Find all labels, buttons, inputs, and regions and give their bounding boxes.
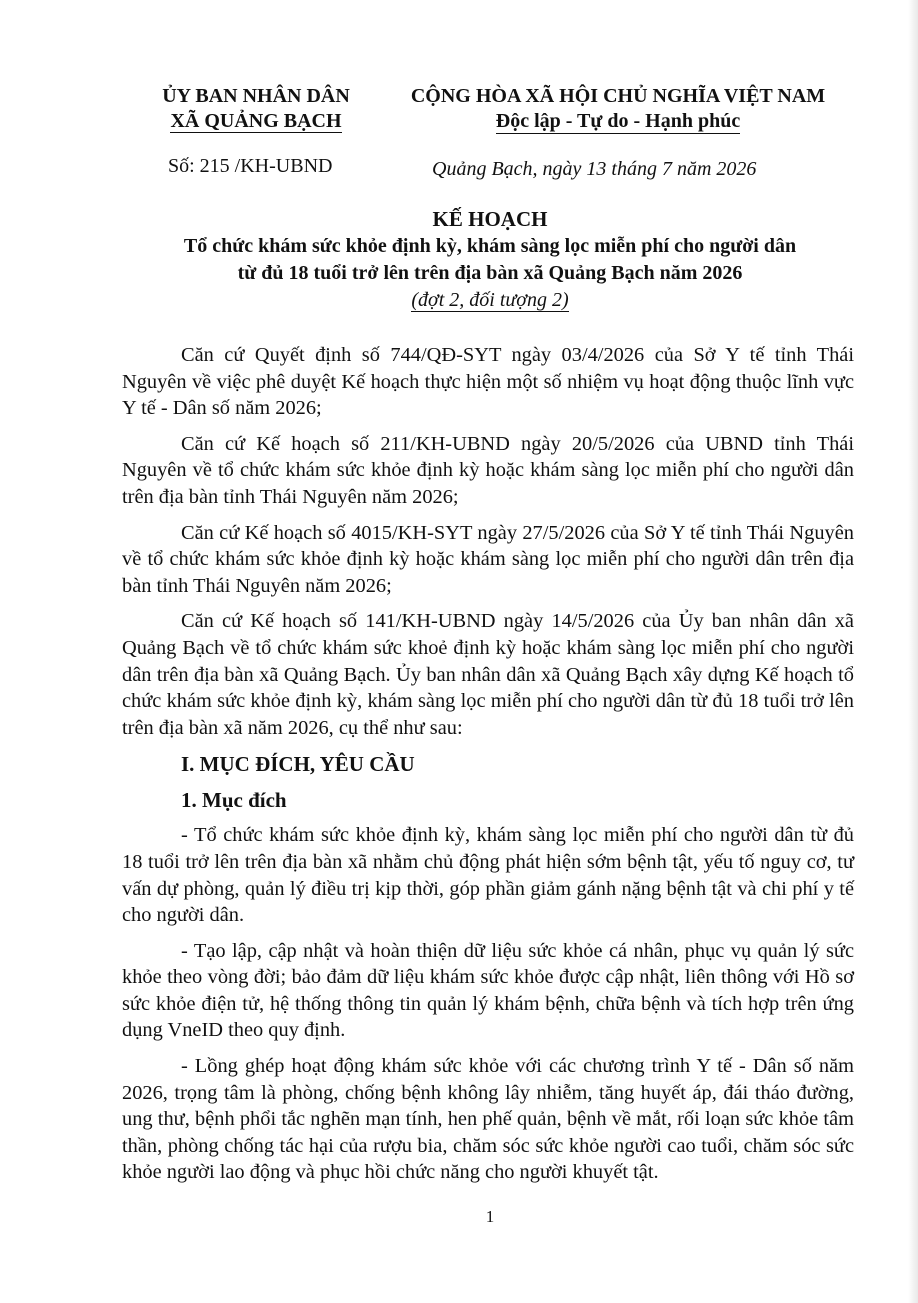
nation-title: CỘNG HÒA XÃ HỘI CHỦ NGHĨA VIỆT NAM — [410, 85, 826, 107]
authority-line-2: XÃ QUẢNG BẠCH — [170, 110, 342, 132]
authority-line-1: ỦY BAN NHÂN DÂN — [162, 85, 350, 107]
document-body — [122, 342, 854, 1195]
title-line-3: (đợt 2, đối tượng 2) — [411, 289, 569, 311]
purpose-item-1: - Tổ chức khám sức khỏe định kỳ, khám sàng lọc miễn phí cho người dân từ đủ 18 tuổi trở lên trên địa bàn xã nhằm chủ động phát hiện sớm bệnh tật, yếu tố nguy cơ, tư vấn dự phòng, quản lý điều trị kịp thời, góp phần giảm gánh nặng bệnh tật và chi phí y tế cho người dân. — [122, 824, 854, 927]
national-motto: Độc lập - Tự do - Hạnh phúc — [495, 110, 741, 132]
legal-basis-1: Căn cứ Quyết định số 744/QĐ-SYT ngày 03/4/2026 của Sở Y tế tỉnh Thái Nguyên về việc phê duyệt Kế hoạch thực hiện một số nhiệm vụ hoạt động thuộc lĩnh vực Y tế - Dân số năm 2026; — [122, 344, 854, 420]
issuing-authority — [150, 84, 362, 134]
document-date: Quảng Bạch, ngày 13 tháng 7 năm 2026 — [432, 158, 757, 180]
page-number: 1 — [485, 1207, 495, 1226]
section-heading: I. MỤC ĐÍCH, YÊU CẦU — [181, 752, 415, 777]
legal-basis-4: Căn cứ Kế hoạch số 141/KH-UBND ngày 14/5/2026 của Ủy ban nhân dân xã Quảng Bạch về tổ chức khám sức khoẻ định kỳ hoặc khám sàng lọc miễn phí cho người dân trên địa bàn xã Quảng Bạch. Ủy ban nhân dân xã Quảng Bạch xây dựng Kế hoạch tổ chức khám sức khỏe định kỳ, khám sàng lọc miễn phí cho người dân từ đủ 18 tuổi trở lên trên địa bàn xã năm 2026, cụ thể như sau: — [122, 610, 854, 739]
document-type: KẾ HOẠCH — [432, 207, 548, 231]
legal-basis-2: Căn cứ Kế hoạch số 211/KH-UBND ngày 20/5/2026 của UBND tỉnh Thái Nguyên về tổ chức khám sức khỏe định kỳ hoặc khám sàng lọc miễn phí cho người dân trên địa bàn tỉnh Thái Nguyên năm 2026; — [122, 432, 854, 508]
purpose-item-2: - Tạo lập, cập nhật và hoàn thiện dữ liệu sức khỏe cá nhân, phục vụ quản lý sức khỏe theo vòng đời; bảo đảm dữ liệu khám sức khỏe được cập nhật, liên thông với Hồ sơ sức khỏe điện tử, hệ thống thông tin quản lý khám bệnh, chữa bệnh và tích hợp trên ứng dụng VneID theo quy định. — [122, 939, 854, 1042]
document-title — [120, 205, 860, 313]
subsection-heading: 1. Mục đích — [181, 788, 287, 813]
national-heading — [378, 84, 858, 134]
purpose-item-3: - Lồng ghép hoạt động khám sức khỏe với các chương trình Y tế - Dân số năm 2026, trọng tâm là phòng, chống bệnh không lây nhiễm, tăng huyết áp, đái tháo đường, ung thư, bệnh phổi tắc nghẽn mạn tính, hen phế quản, bệnh về mắt, rối loạn sức khỏe tâm thần, phòng chống tác hại của rượu bia, chăm sóc sức khỏe người cao tuổi, chăm sóc sức khỏe người lao động và phục hồi chức năng cho người khuyết tật. — [122, 1055, 854, 1184]
title-line-2: từ đủ 18 tuổi trở lên trên địa bàn xã Quảng Bạch năm 2026 — [237, 262, 743, 284]
document-number: Số: 215 /KH-UBND — [168, 155, 333, 177]
title-line-1: Tổ chức khám sức khỏe định kỳ, khám sàng lọc miễn phí cho người dân — [183, 235, 797, 257]
legal-basis-3: Căn cứ Kế hoạch số 4015/KH-SYT ngày 27/5/2026 của Sở Y tế tỉnh Thái Nguyên về tổ chức khám sức khỏe định kỳ hoặc khám sàng lọc miễn phí cho người dân trên địa bàn tỉnh Thái Nguyên năm 2026; — [122, 521, 854, 597]
